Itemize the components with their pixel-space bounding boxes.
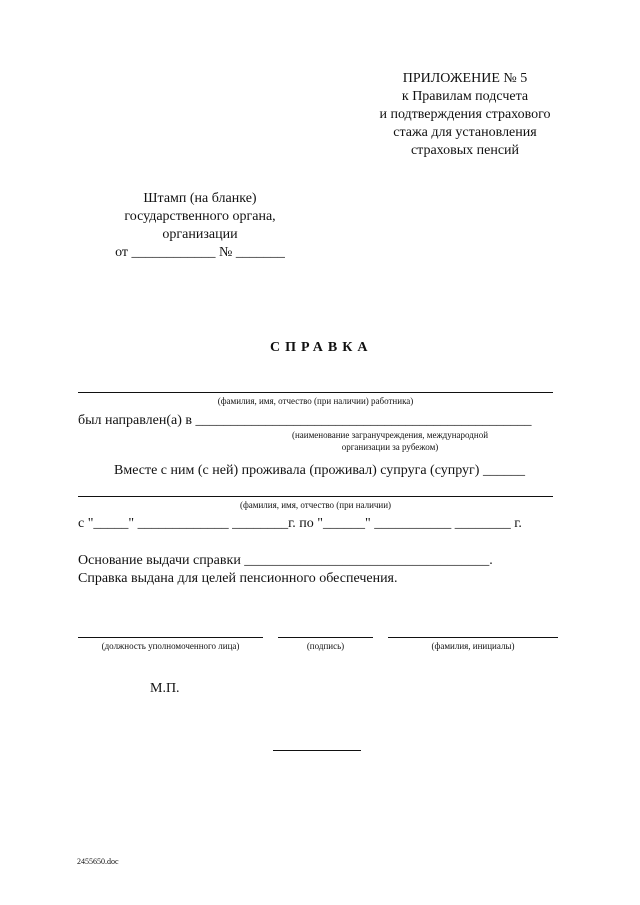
employee-caption: (фамилия, имя, отчество (при наличии) работника) [217, 396, 414, 406]
appendix-line-2: к Правилам подсчета [401, 89, 529, 104]
period-line: с "_____" _____________ ________г. по "______" ___________ ________ г. [78, 516, 522, 531]
seal-mark: М.П. [150, 681, 180, 696]
name-caption: (фамилия, инициалы) [431, 641, 515, 651]
stamp-date-number: от ____________ № _______ [115, 245, 285, 260]
stamp-line-3: организации [162, 227, 238, 242]
stamp-line-1: Штамп (на бланке) [143, 191, 257, 206]
employee-name-line [78, 392, 553, 393]
appendix-header [360, 70, 570, 160]
document-title: СПРАВКА [270, 340, 373, 355]
appendix-line-3: и подтверждения страхового [379, 107, 551, 122]
signature-line [278, 637, 373, 638]
appendix-line-1: ПРИЛОЖЕНИЕ № 5 [402, 71, 528, 86]
sent-to-caption-2: организации за рубежом) [341, 442, 439, 452]
stamp-block [95, 190, 305, 262]
signature-caption: (подпись) [306, 641, 345, 651]
appendix-line-4: стажа для установления [393, 125, 537, 140]
spouse-name-line [78, 496, 553, 497]
bottom-line [273, 750, 361, 751]
basis-line: Основание выдачи справки ___________________________________. [78, 553, 493, 568]
appendix-line-5: страховых пенсий [410, 143, 520, 158]
purpose-line: Справка выдана для целей пенсионного обеспечения. [78, 571, 398, 586]
spouse-caption: (фамилия, имя, отчество (при наличии) [239, 500, 392, 510]
sent-to-line: был направлен(а) в ________________________________________________ [78, 413, 532, 428]
spouse-line: Вместе с ним (с ней) проживала (проживал) супруга (супруг) ______ [114, 463, 525, 478]
doc-id: 2455650.doc [77, 857, 119, 866]
position-caption: (должность уполномоченного лица) [101, 641, 240, 651]
sent-to-caption-1: (наименование загранучреждения, международной [291, 430, 489, 440]
position-line [78, 637, 263, 638]
stamp-line-2: государственного органа, [124, 209, 276, 224]
initials-line [388, 637, 558, 638]
